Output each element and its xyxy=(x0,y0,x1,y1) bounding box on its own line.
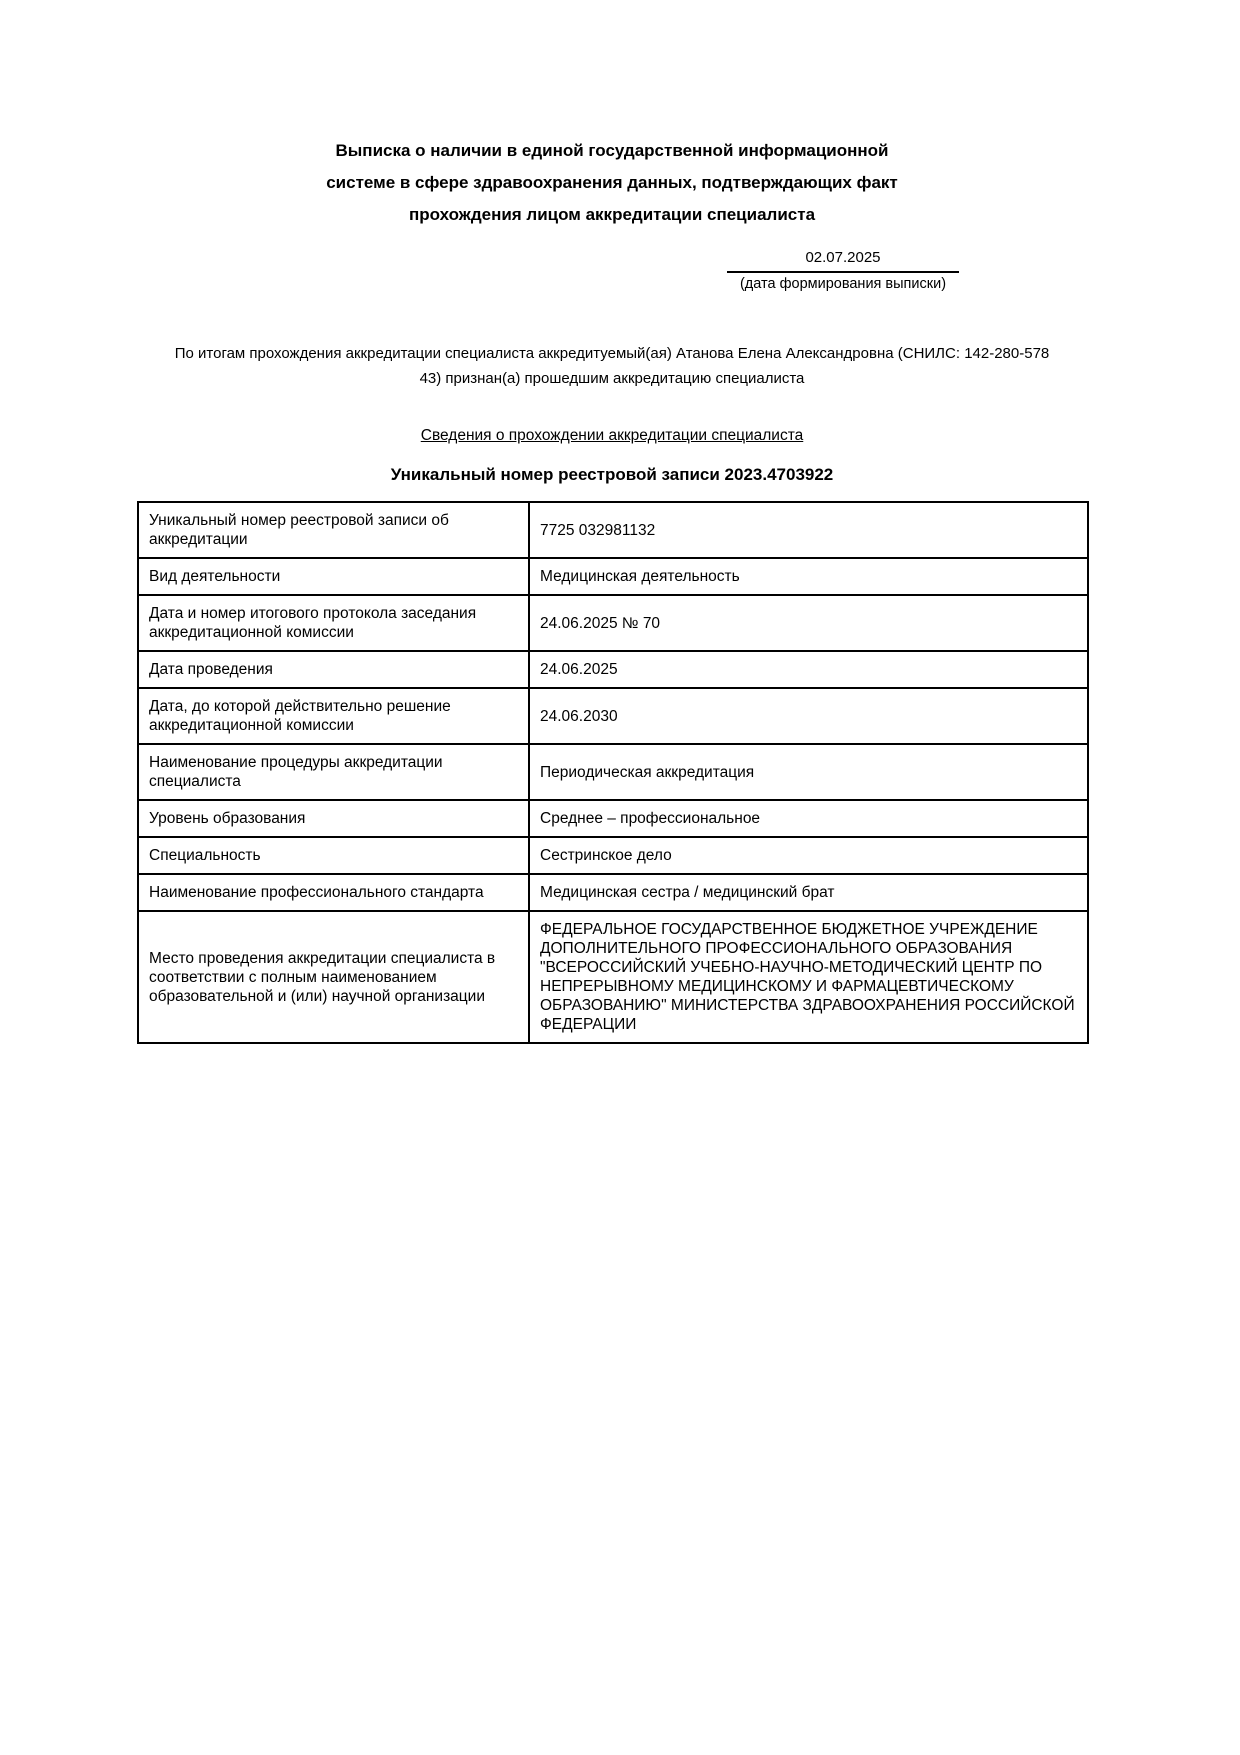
table-row-protocol xyxy=(138,595,1088,651)
row-value: Медицинская сестра / медицинский брат xyxy=(529,874,1088,911)
section-heading: Сведения о прохождении аккредитации специалиста xyxy=(420,427,804,444)
table-row-activity-type xyxy=(138,558,1088,595)
intro-line-1: По итогам прохождения аккредитации специалиста аккредитуемый(ая) Атанова Елена Александровна (СНИЛС: 142-280-578 xyxy=(174,345,1050,362)
row-label: Уровень образования xyxy=(138,800,529,837)
row-value: 24.06.2025 № 70 xyxy=(529,595,1088,651)
row-value: 7725 032981132 xyxy=(529,502,1088,558)
row-label: Вид деятельности xyxy=(138,558,529,595)
row-label: Специальность xyxy=(138,837,529,874)
date-block xyxy=(727,249,959,293)
row-label: Дата и номер итогового протокола заседания аккредитационной комиссии xyxy=(138,595,529,651)
row-label: Дата, до которой действительно решение аккредитационной комиссии xyxy=(138,688,529,744)
row-value: ФЕДЕРАЛЬНОЕ ГОСУДАРСТВЕННОЕ БЮДЖЕТНОЕ УЧРЕЖДЕНИЕ ДОПОЛНИТЕЛЬНОГО ПРОФЕССИОНАЛЬНОГО ОБРАЗОВАНИЯ "ВСЕРОССИЙСКИЙ УЧЕБНО-НАУЧНО-МЕТОДИЧЕСКИЙ ЦЕНТР ПО НЕПРЕРЫВНОМУ МЕДИЦИНСКОМУ И ФАРМАЦЕВТИЧЕСКОМУ ОБРАЗОВАНИЮ" МИНИСТЕРСТВА ЗДРАВООХРАНЕНИЯ РОССИЙСКОЙ ФЕДЕРАЦИИ xyxy=(529,911,1088,1043)
intro-paragraph xyxy=(137,341,1087,391)
row-label: Уникальный номер реестровой записи об аккредитации xyxy=(138,502,529,558)
row-value: Периодическая аккредитация xyxy=(529,744,1088,800)
table-row-valid-until xyxy=(138,688,1088,744)
row-value: Среднее – профессиональное xyxy=(529,800,1088,837)
table-row-specialty xyxy=(138,837,1088,874)
row-label: Наименование процедуры аккредитации специалиста xyxy=(138,744,529,800)
row-label: Дата проведения xyxy=(138,651,529,688)
row-value: 24.06.2025 xyxy=(529,651,1088,688)
row-label: Место проведения аккредитации специалиста в соответствии с полным наименованием образовательной и (или) научной организации xyxy=(138,911,529,1043)
table-row-accreditation-place xyxy=(138,911,1088,1043)
row-value: Медицинская деятельность xyxy=(529,558,1088,595)
row-value: 24.06.2030 xyxy=(529,688,1088,744)
document-body xyxy=(137,0,1087,1044)
table-row-registry-number xyxy=(138,502,1088,558)
accreditation-table xyxy=(137,501,1089,1044)
table-row-date-held xyxy=(138,651,1088,688)
document-title xyxy=(137,135,1087,231)
table-row-professional-standard xyxy=(138,874,1088,911)
title-line-1: Выписка о наличии в единой государственной информационной xyxy=(335,141,889,160)
row-value: Сестринское дело xyxy=(529,837,1088,874)
extract-date-caption: (дата формирования выписки) xyxy=(739,276,947,292)
table-row-procedure-name xyxy=(138,744,1088,800)
title-line-2: системе в сфере здравоохранения данных, подтверждающих факт xyxy=(326,173,898,192)
extract-date: 02.07.2025 xyxy=(727,249,959,273)
table-row-education-level xyxy=(138,800,1088,837)
title-line-3: прохождения лицом аккредитации специалиста xyxy=(408,205,816,224)
intro-line-2: 43) признан(а) прошедшим аккредитацию специалиста xyxy=(419,370,805,387)
row-label: Наименование профессионального стандарта xyxy=(138,874,529,911)
registry-number-heading: Уникальный номер реестровой записи 2023.4703922 xyxy=(390,465,834,484)
